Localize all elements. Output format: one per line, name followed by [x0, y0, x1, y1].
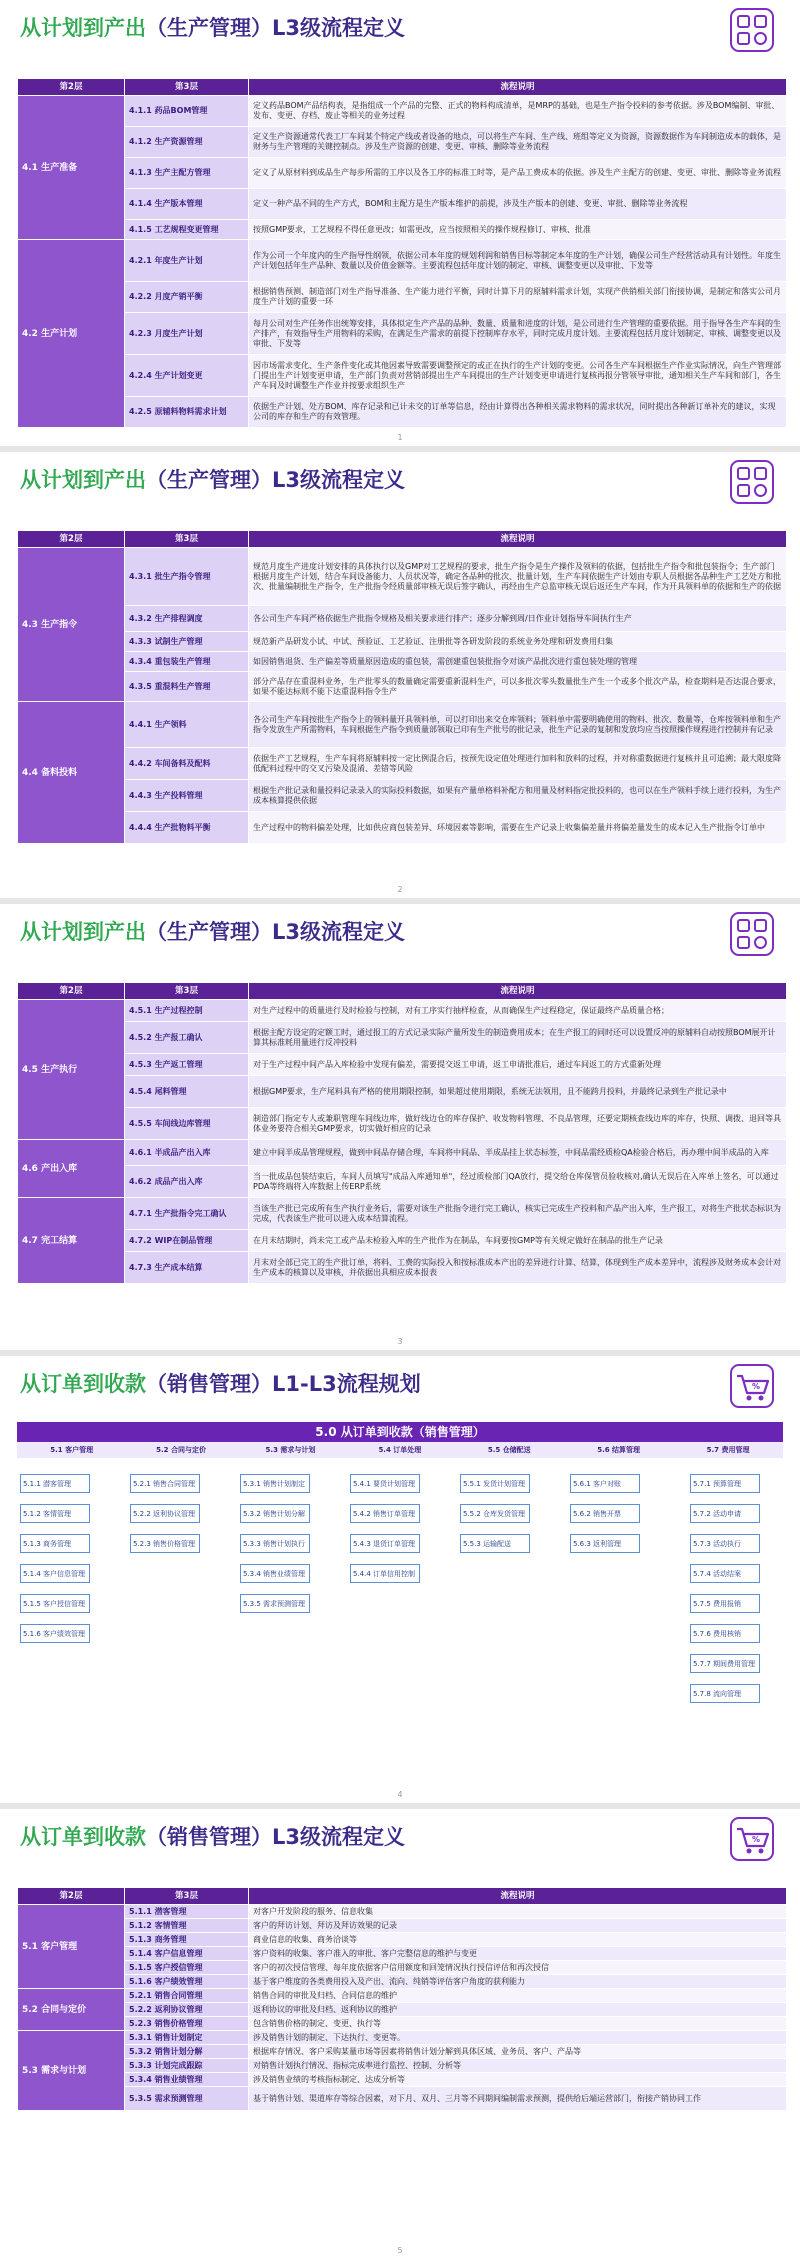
l3-process-box: 5.4.2 销售订单管理	[350, 1504, 420, 1523]
l3-cell: 4.1.5 工艺规程变更管理	[125, 220, 249, 240]
l3-cell: 4.3.2 生产排程调度	[125, 606, 249, 632]
page-title: 从计划到产出（生产管理）L3级流程定义	[20, 468, 405, 492]
desc-cell: 当该生产批已完成所有生产执行业务后，需要对该生产批指令进行完工确认，核实已完成生产投料和产品产出入库，生产报工，对将生产批状态标识为完成，代表该生产批可以进入成本结算流程。	[249, 1198, 787, 1230]
desc-cell: 建立中间半成品管理规程，做到中间品存储合理，车间将中间品、半成品挂上状态标签，中间品需经质检QA检验合格后，再办理中间半成品的入库	[249, 1140, 787, 1166]
table-row	[18, 96, 787, 127]
l3-cell: 4.1.1 药品BOM管理	[125, 96, 249, 127]
l3-column-warehouse	[460, 1474, 530, 1564]
desc-cell: 根据生产批记录和量投料记录录入的实际投料数据，如果有产量单格料补配方和用量及材料指定批投料的，也可以在生产领料手续上进行投料，为生产成本核算提供依据	[249, 780, 787, 812]
desc-cell: 客户的初次授信管理、每年度依据客户信用额度和回笼情况执行授信评估和再次授信	[249, 1961, 787, 1975]
slide-production-l3-part3	[0, 904, 800, 1350]
l3-process-box: 5.2.1 销售合同管理	[130, 1474, 200, 1493]
l3-cell: 5.1.2 客情管理	[125, 1919, 249, 1933]
l3-definition-table	[17, 78, 787, 428]
l2-label: 5.6 结算管理	[597, 1446, 641, 1454]
header-desc: 流程说明	[249, 79, 787, 96]
l3-process-box: 5.4.1 要货计划管理	[350, 1474, 420, 1493]
l3-cell: 4.2.3 月度生产计划	[125, 313, 249, 355]
l2-cell: 5.3 需求与计划	[18, 2031, 125, 2111]
desc-cell: 规范月度生产进度计划安排的具体执行以及GMP对工艺规程的要求，批生产指令是生产操作及领料的依据，包括批生产指令和批包装指令；生产部门根据月度生产计划，结合车间设备能力、人员状况等，确定各品种的批次、批量计划，生产车间依据生产计划由专职人员根据各品种生产工艺处方和批次、批量编制批生产指令，生产批指令经质量部审核无误后签字确认，再经由生产总监审核无误后返还生产车间，作为开具领料单的依据和生产的依据	[249, 548, 787, 606]
l2-cell: 4.5 生产执行	[18, 1000, 125, 1140]
desc-cell: 月末对全部已完工的生产批订单，将料、工费的实际投入和按标准成本产出的差异进行计算、结算，体现到生产成本差异中，流程涉及财务成本会计对生产成本的核算以及审核，并依据出具相应成本报表	[249, 1252, 787, 1284]
production-logo-icon	[730, 912, 774, 956]
header-l3: 第3层	[125, 983, 249, 1000]
table-row	[18, 1000, 787, 1022]
l3-cell: 4.3.1 批生产指令管理	[125, 548, 249, 606]
l3-cell: 4.1.3 生产主配方管理	[125, 158, 249, 189]
l3-cell: 4.6.2 成品产出入库	[125, 1166, 249, 1198]
production-logo-icon	[730, 460, 774, 504]
l3-cell: 4.5.5 车间线边库管理	[125, 1108, 249, 1140]
desc-cell: 规范新产品研发小试、中试、预验证、工艺验证、注册批等各研发阶段的系统业务处理和研发费用归集	[249, 632, 787, 652]
table-row	[18, 1919, 787, 1933]
l2-process-row	[17, 1442, 783, 1458]
l2-cell: 4.2 生产计划	[18, 240, 125, 428]
header-l2: 第2层	[18, 1888, 125, 1905]
table-row	[18, 397, 787, 428]
l3-cell: 4.1.4 生产版本管理	[125, 189, 249, 220]
l3-process-box: 5.1.2 客情管理	[20, 1504, 90, 1523]
l3-process-box: 5.1.5 客户授信管理	[20, 1594, 90, 1613]
l2-label: 5.1 客户管理	[50, 1446, 94, 1454]
table-row	[18, 2087, 787, 2111]
l3-cell: 5.3.4 销售业绩管理	[125, 2073, 249, 2087]
table-row	[18, 780, 787, 812]
page-title: 从订单到收款（销售管理）L3级流程定义	[20, 1825, 405, 1849]
l3-cell: 4.2.4 生产计划变更	[125, 355, 249, 397]
l3-process-box: 5.7.1 预算管理	[690, 1474, 760, 1493]
l3-cell: 4.5.1 生产过程控制	[125, 1000, 249, 1022]
table-row	[18, 313, 787, 355]
table-row	[18, 1975, 787, 1989]
table-row	[18, 748, 787, 780]
l3-cell: 4.3.4 重包装生产管理	[125, 652, 249, 672]
desc-cell: 各公司生产车间按批生产指令上的领料量开具领料单，可以打印出来交仓库领料；领料单中需要明确使用的物料、批次、数量等，仓库按领料单和生产指令发放生产所需物料，车间根据生产指令到质量部领取已印有生产批号的批记录，批生产记录的复制和发放均应当按照操作规程进行控制并有记录	[249, 702, 787, 748]
page-number: 2	[397, 885, 403, 894]
table-row	[18, 282, 787, 313]
table-row	[18, 240, 787, 282]
l2-label: 5.7 费用管理	[706, 1446, 750, 1454]
table-row	[18, 1166, 787, 1198]
desc-cell: 涉及销售计划的制定、下达执行、变更等。	[249, 2031, 787, 2045]
table-row	[18, 1140, 787, 1166]
l3-column-contract	[130, 1474, 200, 1564]
l3-process-box: 5.1.3 商务管理	[20, 1534, 90, 1553]
l2-label: 5.2 合同与定价	[156, 1446, 206, 1454]
l3-process-box: 5.7.7 期间费用管理	[690, 1654, 760, 1673]
header-desc: 流程说明	[249, 531, 787, 548]
l1-process-bar: 5.0 从订单到收款（销售管理）	[17, 1422, 783, 1442]
l3-process-box: 5.3.4 销售业绩管理	[240, 1564, 310, 1583]
l3-process-box: 5.1.1 潜客管理	[20, 1474, 90, 1493]
l3-column-settlement	[570, 1474, 640, 1564]
l3-cell: 4.3.5 重混料生产管理	[125, 672, 249, 702]
desc-cell: 各公司生产车间严格依据生产批指令规格及相关要求进行排产；逐步分解到周/日作业计划指导车间执行生产	[249, 606, 787, 632]
table-row	[18, 158, 787, 189]
l2-label: 5.5 仓储配送	[487, 1446, 531, 1454]
l3-process-box: 5.7.6 费用核销	[690, 1624, 760, 1643]
slide-production-l3-part2	[0, 452, 800, 898]
table-row	[18, 1933, 787, 1947]
table-row	[18, 1961, 787, 1975]
desc-cell: 商业信息的收集、商务洽谈等	[249, 1933, 787, 1947]
l3-process-box: 5.5.1 发货计划管理	[460, 1474, 530, 1493]
desc-cell: 返利协议的审批及归档、返利协议的维护	[249, 2003, 787, 2017]
l3-process-box: 5.6.2 销售开票	[570, 1504, 640, 1523]
l2-label: 5.4 订单处理	[378, 1446, 422, 1454]
header-l2: 第2层	[18, 983, 125, 1000]
table-row	[18, 220, 787, 240]
table-row	[18, 127, 787, 158]
svg-text:%: %	[752, 1835, 761, 1844]
table-row	[18, 2017, 787, 2031]
l3-column-expense	[690, 1474, 760, 1714]
l3-cell: 4.2.1 年度生产计划	[125, 240, 249, 282]
l3-cell: 4.7.1 生产批指令完工确认	[125, 1198, 249, 1230]
l3-process-box: 5.7.8 流向管理	[690, 1684, 760, 1703]
l3-cell: 5.2.3 销售价格管理	[125, 2017, 249, 2031]
desc-cell: 制造部门指定专人或兼职管理车间线边库，做好线边仓的库存保护、收发物料管理、不良品管理，还要定期核查线边库的库存，快照、调拨、退回等具体业务要符合相关GMP要求，切实做好相应的记录	[249, 1108, 787, 1140]
desc-cell: 每月公司对生产任务作出统筹安排，具体拟定生产产品的品种、数量、质量和进度的计划，是公司进行生产管理的重要依据。用于指导各生产车间的生产排产，有效指导生产用物料的采购，在满足生产需求的前提下控制库存水平，同时完成月度计划。主要流程包括月度计划制定、审核、调整变更以及审批、下发等	[249, 313, 787, 355]
table-row	[18, 632, 787, 652]
l3-process-box: 5.7.3 活动执行	[690, 1534, 760, 1553]
slide-sales-l1-l3-map	[0, 1356, 800, 1803]
l3-cell: 4.4.3 生产投料管理	[125, 780, 249, 812]
l3-column-plan	[240, 1474, 310, 1624]
l3-cell: 5.1.4 客户信息管理	[125, 1947, 249, 1961]
table-row	[18, 355, 787, 397]
l3-definition-table	[17, 530, 787, 844]
sales-logo-icon	[730, 1817, 774, 1861]
desc-cell: 根据库存情况、客户采购某量市场等因素将销售计划分解到具体区域、业务员、客户、产品等	[249, 2045, 787, 2059]
l2-cell: 4.1 生产准备	[18, 96, 125, 240]
l3-cell: 5.3.3 计划完成跟踪	[125, 2059, 249, 2073]
l3-column-order	[350, 1474, 420, 1594]
l3-process-box: 5.1.6 客户绩效管理	[20, 1624, 90, 1643]
table-row	[18, 1022, 787, 1054]
desc-cell: 定义药品BOM产品结构表，是指组成一个产品的完整、正式的物料构成清单，是MRP的基础，也是生产指令投料的参考依据。涉及BOM编制、审批、发布、变更、存档、废止等相关的业务过程	[249, 96, 787, 127]
desc-cell: 作为公司一个年度内的生产指导性纲领，依据公司本年度的规划利润和销售目标等制定本年度的生产计划，确保公司生产经营活动具有计划性。年度生产计划包括年生产品种、数量以及价值金额等。主要流程包括年度计划的制定、审核、调整变更以及审批、下发等	[249, 240, 787, 282]
desc-cell: 根据主配方设定的定额工时，通过报工的方式记录实际产量所发生的制造费用成本；在生产报工的同时还可以设置反冲的原辅料自动按照BOM展开计算其标准耗用量进行反冲投料	[249, 1022, 787, 1054]
l3-cell: 4.7.3 生产成本结算	[125, 1252, 249, 1284]
l3-cell: 4.6.1 半成品产出入库	[125, 1140, 249, 1166]
page-number: 1	[397, 433, 403, 442]
desc-cell: 根据GMP要求，生产尾料具有严格的使用期限控制，如果超过使用期限，系统无法领用，且不能跨月投料，并最终记录到生产批记录中	[249, 1076, 787, 1108]
header-l3: 第3层	[125, 531, 249, 548]
header-l3: 第3层	[125, 79, 249, 96]
l3-cell: 5.2.2 返利协议管理	[125, 2003, 249, 2017]
l3-process-box: 5.3.3 销售计划执行	[240, 1534, 310, 1553]
table-row	[18, 1230, 787, 1252]
table-row	[18, 652, 787, 672]
desc-cell: 部分产品存在重混料业务，生产批零头的数量确定需要重新混料生产，可以多批次零头数量批生产生一个或多个批次产品，检查期料是否达混合要求，如果不能达标则不能下达重混料指令生产	[249, 672, 787, 702]
slide-production-l3-part1	[0, 0, 800, 446]
l3-process-box: 5.1.4 客户信息管理	[20, 1564, 90, 1583]
desc-cell: 根据销售预测、制造部门对生产指导准备、生产能力进行平衡，同时计算下月的原辅料需求计划，实现产供销相关部门衔接协调，是制定和落实公司月度生产计划的重要一环	[249, 282, 787, 313]
desc-cell: 定义一种产品不同的生产方式，BOM和主配方是生产版本维护的前提，涉及生产版本的创建、变更、审批、删除等业务流程	[249, 189, 787, 220]
table-row	[18, 1108, 787, 1140]
page-title: 从订单到收款（销售管理）L1-L3流程规划	[20, 1372, 421, 1396]
table-row	[18, 1252, 787, 1284]
l2-cell: 4.7 完工结算	[18, 1198, 125, 1284]
desc-cell: 对生产过程中的质量进行及时检验与控制，对有工序实行抽样检查，从而确保生产过程稳定，保证最终产品质量合格；	[249, 1000, 787, 1022]
desc-cell: 涉及销售业绩的考核指标制定、达成分析等	[249, 2073, 787, 2087]
l3-process-box: 5.5.2 仓库发货管理	[460, 1504, 530, 1523]
desc-cell: 对于生产过程中间产品入库检验中发现有偏差，需要提交返工申请，返工申请批准后，通过车间返工的方式重新处理	[249, 1054, 787, 1076]
table-row	[18, 812, 787, 844]
table-row	[18, 672, 787, 702]
page-number: 5	[397, 2246, 403, 2255]
l3-process-box: 5.2.3 销售价格管理	[130, 1534, 200, 1553]
l3-cell: 4.5.4 尾料管理	[125, 1076, 249, 1108]
page-title: 从计划到产出（生产管理）L3级流程定义	[20, 16, 405, 40]
l3-process-box: 5.3.1 销售计划制定	[240, 1474, 310, 1493]
l3-column-customer	[20, 1474, 90, 1654]
l3-process-box: 5.4.3 退货订单管理	[350, 1534, 420, 1553]
l3-cell: 5.3.5 需求预测管理	[125, 2087, 249, 2111]
desc-cell: 对销售计划执行情况、指标完成率进行监控、控制、分析等	[249, 2059, 787, 2073]
desc-cell: 按照GMP要求，工艺规程不得任意更改；如需更改，应当按照相关的操作规程修订、审核、批准	[249, 220, 787, 240]
l3-cell: 4.7.2 WIP在制品管理	[125, 1230, 249, 1252]
l3-cell: 4.4.2 车间备料及配料	[125, 748, 249, 780]
l3-definition-table	[17, 1887, 787, 2111]
l3-process-box: 5.7.4 活动结案	[690, 1564, 760, 1583]
l2-cell: 4.3 生产指令	[18, 548, 125, 702]
l2-cell: 5.2 合同与定价	[18, 1989, 125, 2031]
l3-cell: 5.1.6 客户绩效管理	[125, 1975, 249, 1989]
l3-cell: 5.3.1 销售计划制定	[125, 2031, 249, 2045]
l3-cell: 4.5.2 生产报工确认	[125, 1022, 249, 1054]
desc-cell: 定义了从原材料到成品生产每步所需的工序以及各工序的标准工时等，是产品工费成本的依据。涉及生产主配方的创建、变更、审批、删除等业务流程	[249, 158, 787, 189]
header-desc: 流程说明	[249, 983, 787, 1000]
desc-cell: 基于销售计划、渠道库存等综合因素，对下月、双月、三月等不同期间编制需求预测，提供给后端运营部门，衔接产销协同工作	[249, 2087, 787, 2111]
desc-cell: 销售合同的审批及归档、合同信息的维护	[249, 1989, 787, 2003]
l3-process-box: 5.4.4 订单信用控制	[350, 1564, 420, 1583]
sales-logo-icon	[730, 1364, 774, 1408]
l2-cell: 5.1 客户管理	[18, 1905, 125, 1989]
l3-cell: 5.3.2 销售计划分解	[125, 2045, 249, 2059]
desc-cell: 如因销售退货、生产偏差等质量原因造成的重包装，需创建重包装批指令对该产品批次进行重包装处理的管理	[249, 652, 787, 672]
svg-text:%: %	[752, 1382, 761, 1391]
table-row	[18, 548, 787, 606]
l3-cell: 5.2.1 销售合同管理	[125, 1989, 249, 2003]
l3-process-box: 5.5.3 运输配送	[460, 1534, 530, 1553]
desc-cell: 定义生产资源通常代表工厂车间某个特定产线或者设备的地点，可以将生产车间、生产线、班组等定义为资源，资源数据作为车间制造成本的载体，是财务与生产管理的关键控制点。涉及生产资源的创建、变更、审核、删除等业务流程	[249, 127, 787, 158]
page-number: 4	[397, 1790, 403, 1799]
production-logo-icon	[730, 8, 774, 52]
desc-cell: 生产过程中的物料偏差处理，比如供应商包装差异、环境因素等影响，需要在生产记录上收集偏差量并将偏差量发生的成本记入生产批指令订单中	[249, 812, 787, 844]
l2-label: 5.3 需求与计划	[265, 1446, 316, 1454]
l3-cell: 4.5.3 生产返工管理	[125, 1054, 249, 1076]
table-row	[18, 1989, 787, 2003]
table-row	[18, 2073, 787, 2087]
header-l2: 第2层	[18, 79, 125, 96]
desc-cell: 因市场需求变化、生产条件变化或其他因素导致需要调整预定的或正在执行的生产计划的变更。公司各生产车间根据生产作业实际情况，向生产管理部门提出生产计划变更申请，生产部门负责对营销部提出生产车间提出的生产计划变更申请进行复核再报分管领导审批，通知相关生产车间和部门，各生产车间及时调整生产作业并按要求组织生产	[249, 355, 787, 397]
table-row	[18, 606, 787, 632]
table-row	[18, 1054, 787, 1076]
page-number: 3	[397, 1337, 403, 1346]
desc-cell: 包含销售价格的制定、变更、执行等	[249, 2017, 787, 2031]
l3-cell: 5.1.5 客户授信管理	[125, 1961, 249, 1975]
l3-definition-table	[17, 982, 787, 1284]
desc-cell: 当一批成品包装结束后，车间人员填写"成品入库通知单"，经过质检部门QA放行，提交给仓库保管员验收核对,确认无误后在入库单上签名，可以通过PDA等终端将入库数据上传ERP系统	[249, 1166, 787, 1198]
l2-cell: 4.4 备料投料	[18, 702, 125, 844]
l3-cell: 5.1.3 商务管理	[125, 1933, 249, 1947]
table-row	[18, 1905, 787, 1919]
desc-cell: 在月末结期时，尚未完工或产品未检验入库的生产批作为在制品，车间要按GMP等有关规定做好在制品的批生产记录	[249, 1230, 787, 1252]
l3-cell: 4.3.3 试制生产管理	[125, 632, 249, 652]
l3-process-box: 5.7.5 费用报销	[690, 1594, 760, 1613]
l3-cell: 4.4.4 生产批物料平衡	[125, 812, 249, 844]
page-title: 从计划到产出（生产管理）L3级流程定义	[20, 920, 405, 944]
l2-cell: 4.6 产出入库	[18, 1140, 125, 1198]
desc-cell: 依据生产计划、处方BOM、库存记录和已计未交的订单等信息，经由计算得出各种相关需求物料的需求状况，同时提出各种新订单补充的建议，实现公司的库存和生产的有效管理。	[249, 397, 787, 428]
l3-cell: 4.1.2 生产资源管理	[125, 127, 249, 158]
l3-process-box: 5.3.2 销售计划分解	[240, 1504, 310, 1523]
table-row	[18, 1198, 787, 1230]
desc-cell: 依据生产工艺规程，生产车间将原辅料按一定比例混合后，按预先设定值处理进行加料和放料的过程，并对称重数据进行复核并且可追溯；最大限度降低配料过程中的交叉污染及混淆、差错等风险	[249, 748, 787, 780]
l3-cell: 4.4.1 生产领料	[125, 702, 249, 748]
desc-cell: 客户资料的收集、客户准入的审批、客户完整信息的维护与变更	[249, 1947, 787, 1961]
desc-cell: 客户的拜访计划、拜访及拜访效果的记录	[249, 1919, 787, 1933]
table-row	[18, 2059, 787, 2073]
header-l2: 第2层	[18, 531, 125, 548]
l3-process-box: 5.6.1 客户对账	[570, 1474, 640, 1493]
l3-process-box: 5.3.5 需求预测管理	[240, 1594, 310, 1613]
table-row	[18, 1947, 787, 1961]
desc-cell: 对客户开发阶段的服务、信息收集	[249, 1905, 787, 1919]
l3-cell: 4.2.2 月度产销平衡	[125, 282, 249, 313]
l3-process-box: 5.2.2 返利协议管理	[130, 1504, 200, 1523]
l3-cell: 4.2.5 原辅料物料需求计划	[125, 397, 249, 428]
table-row	[18, 2045, 787, 2059]
desc-cell: 基于客户维度的各类费用投入及产出、流向、纯销等评估客户角度的获利能力	[249, 1975, 787, 1989]
l3-process-box: 5.7.2 活动申请	[690, 1504, 760, 1523]
table-row	[18, 2003, 787, 2017]
slide-sales-l3	[0, 1809, 800, 2259]
l3-cell: 5.1.1 潜客管理	[125, 1905, 249, 1919]
l3-process-box: 5.6.3 返利管理	[570, 1534, 640, 1553]
header-desc: 流程说明	[249, 1888, 787, 1905]
header-l3: 第3层	[125, 1888, 249, 1905]
table-row	[18, 2031, 787, 2045]
table-row	[18, 1076, 787, 1108]
table-row	[18, 189, 787, 220]
table-row	[18, 702, 787, 748]
